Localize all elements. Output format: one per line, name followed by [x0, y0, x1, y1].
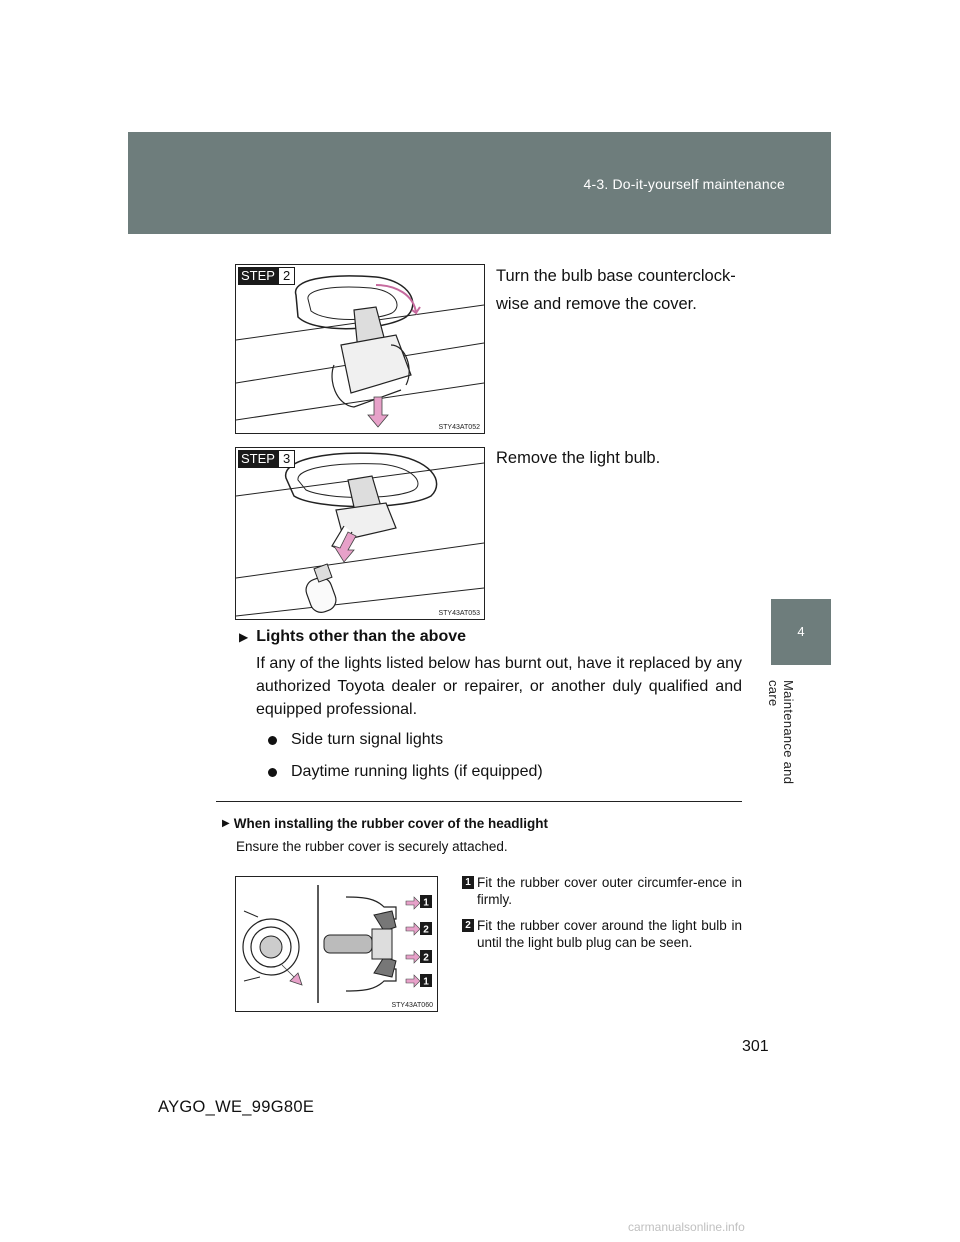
chapter-tab: 4: [771, 599, 831, 665]
figure-code: STY43AT060: [391, 1002, 433, 1009]
step3-figure: [235, 447, 485, 620]
callout-item: [462, 874, 742, 908]
bulb-removal-illustration: [236, 448, 484, 619]
note-title-text: When installing the rubber cover of the headlight: [233, 816, 548, 831]
callout-number: 2: [462, 919, 474, 932]
callout-label: 1: [423, 897, 429, 909]
triangle-right-icon: ▶: [222, 818, 230, 829]
triangle-right-icon: ▶: [239, 630, 249, 644]
step3-instruction: Remove the light bulb.: [496, 449, 661, 467]
document-code: AYGO_WE_99G80E: [158, 1098, 315, 1116]
divider: [216, 801, 742, 802]
callout-text: Fit the rubber cover outer circumfer-ence in firmly.: [477, 875, 742, 907]
figure-code: STY43AT053: [438, 610, 480, 617]
header-band: [128, 132, 831, 234]
step-badge: [238, 450, 295, 468]
list-item: [268, 728, 742, 752]
watermark: carmanualsonline.info: [628, 1220, 745, 1234]
list-item: [268, 760, 742, 784]
bullet-dot-icon: [268, 768, 277, 777]
chapter-label: Maintenance and care: [766, 680, 796, 785]
list-item-text: Daytime running lights (if equipped): [291, 763, 543, 780]
callout-list: [462, 874, 742, 960]
note-body: Ensure the rubber cover is securely attached.: [236, 839, 508, 854]
rubber-cover-illustration: [236, 877, 437, 1011]
callout-label: 2: [423, 924, 429, 936]
bullet-dot-icon: [268, 736, 277, 745]
list-item-text: Side turn signal lights: [291, 731, 444, 748]
step2-figure: [235, 264, 485, 434]
callout-number: 1: [462, 876, 474, 889]
step-badge: [238, 267, 295, 285]
section-body: If any of the lights listed below has burnt out, have it replaced by any authorized Toyota dealer or repairer, or another duly qualified and equipped professional.: [256, 655, 742, 718]
step2-instruction: Turn the bulb base counterclock-wise and remove the cover.: [496, 267, 736, 313]
step-word: STEP: [238, 450, 278, 468]
note-title: [222, 816, 742, 831]
section-title-text: Lights other than the above: [256, 628, 467, 645]
step-number: 2: [278, 267, 295, 285]
callout-item: [462, 917, 742, 951]
page-number: 301: [742, 1038, 769, 1055]
side-light-removal-illustration: [236, 265, 484, 433]
rubber-cover-figure: [235, 876, 438, 1012]
callout-label: 2: [423, 952, 429, 964]
note-section: [222, 816, 742, 854]
step-number: 3: [278, 450, 295, 468]
section-title: [239, 628, 742, 646]
step-word: STEP: [238, 267, 278, 285]
section-header: 4-3. Do-it-yourself maintenance: [583, 176, 785, 192]
other-lights-section: [240, 628, 742, 784]
callout-text: Fit the rubber cover around the light bulb in until the light bulb plug can be seen.: [477, 918, 742, 950]
callout-label: 1: [423, 976, 429, 988]
figure-code: STY43AT052: [438, 424, 480, 431]
